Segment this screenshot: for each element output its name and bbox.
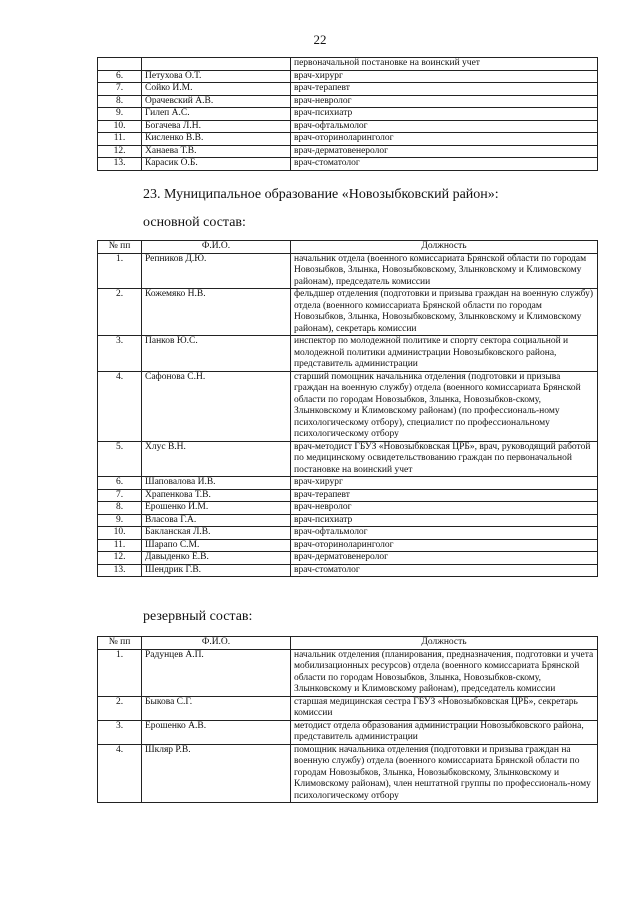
header-number: № пп xyxy=(98,637,142,650)
header-name: Ф.И.О. xyxy=(142,637,291,650)
row-name-empty xyxy=(142,58,291,71)
row-position: инспектор по молодежной политике и спорту сектора социальной и молодежной политики администрации Новозыбковского района, представитель администрации xyxy=(291,336,598,372)
row-name: Гилеп А.С. xyxy=(142,108,291,121)
row-position: врач-психиатр xyxy=(291,108,598,121)
row-number: 10. xyxy=(98,527,142,540)
row-name: Карасик О.Б. xyxy=(142,158,291,171)
row-number: 11. xyxy=(98,133,142,146)
table-row xyxy=(98,539,598,552)
row-position: помощник начальника отделения (подготовки и призыва граждан на военную службу) отдела (военного комиссариата Брянской области по городам Новозыбков, Злынка, Новозыбковскому, Злынковскому и Климовскому районам), член нештатной группы по профессиональ-ному психологическому отбору xyxy=(291,744,598,803)
row-number: 4. xyxy=(98,744,142,803)
header-number: № пп xyxy=(98,241,142,254)
table-row xyxy=(98,720,598,744)
row-position: врач-офтальмолог xyxy=(291,527,598,540)
row-name: Храпенкова Т.В. xyxy=(142,489,291,502)
row-name: Сафонова С.Н. xyxy=(142,371,291,441)
row-position: начальник отдела (военного комиссариата Брянской области по городам Новозыбков, Злынка, Новозыбковскому, Злынковскому и Климовскому районам), председатель комиссии xyxy=(291,253,598,289)
row-number: 9. xyxy=(98,514,142,527)
table-row xyxy=(98,552,598,565)
section-title: 23. Муниципальное образование «Новозыбковский район»: xyxy=(143,187,499,202)
row-position: врач-дерматовенеролог xyxy=(291,552,598,565)
row-position: фельдшер отделения (подготовки и призыва граждан на военную службу) отдела (военного комиссариата Брянской области по городам Новозыбков, Злынка, Новозыбковскому, Злынковскому и Климовскому районам), секретарь комиссии xyxy=(291,289,598,336)
row-number: 13. xyxy=(98,158,142,171)
row-position: врач-дерматовенеролог xyxy=(291,145,598,158)
row-number: 1. xyxy=(98,253,142,289)
row-name: Ерошенко И.М. xyxy=(142,502,291,515)
row-number: 4. xyxy=(98,371,142,441)
row-position: врач-хирург xyxy=(291,70,598,83)
row-name: Петухова О.Т. xyxy=(142,70,291,83)
row-position: врач-терапевт xyxy=(291,83,598,96)
row-position: врач-методист ГБУЗ «Новозыбковская ЦРБ», врач, руководящий работой по медицинскому освидетельствованию граждан по первоначальной постановке на воинский учет xyxy=(291,441,598,477)
row-name: Шарапо С.М. xyxy=(142,539,291,552)
row-position: начальник отделения (планирования, предназначения, подготовки и учета мобилизационных ресурсов) отдела (военного комиссариата Брянской области по городам Новозыбков, Злынка, Новозыбков-скому, Злынковскому и Климовскому районам), председатель комиссии xyxy=(291,649,598,696)
row-number: 12. xyxy=(98,552,142,565)
row-name: Бакланская Л.В. xyxy=(142,527,291,540)
table-row xyxy=(98,564,598,577)
row-number: 8. xyxy=(98,502,142,515)
row-number: 13. xyxy=(98,564,142,577)
row-number: 6. xyxy=(98,70,142,83)
reserve-composition-heading: резервный состав: xyxy=(143,609,253,624)
row-number: 7. xyxy=(98,489,142,502)
row-name: Репников Д.Ю. xyxy=(142,253,291,289)
table-row xyxy=(98,58,598,71)
row-position: врач-оториноларинголог xyxy=(291,133,598,146)
table-row xyxy=(98,70,598,83)
table-row xyxy=(98,336,598,372)
row-number: 12. xyxy=(98,145,142,158)
row-number: 10. xyxy=(98,120,142,133)
table-row xyxy=(98,527,598,540)
reserve-composition-table xyxy=(97,636,598,803)
row-position: врач-хирург xyxy=(291,477,598,490)
row-number: 3. xyxy=(98,336,142,372)
table-row xyxy=(98,502,598,515)
row-number: 1. xyxy=(98,649,142,696)
row-position: врач-психиатр xyxy=(291,514,598,527)
row-position-continued: первоначальной постановке на воинский учет xyxy=(291,58,598,71)
table-header-row xyxy=(98,637,598,650)
row-position: врач-стоматолог xyxy=(291,564,598,577)
table-row xyxy=(98,371,598,441)
row-name: Шаповалова И.В. xyxy=(142,477,291,490)
main-composition-heading: основной состав: xyxy=(143,215,246,230)
row-name: Ерошенко А.В. xyxy=(142,720,291,744)
row-position: врач-офтальмолог xyxy=(291,120,598,133)
row-name: Кожемяко Н.В. xyxy=(142,289,291,336)
row-position: врач-невролог xyxy=(291,502,598,515)
table-row xyxy=(98,145,598,158)
row-name: Давыденко Е.В. xyxy=(142,552,291,565)
table-row xyxy=(98,120,598,133)
table-row xyxy=(98,477,598,490)
table-row xyxy=(98,108,598,121)
row-position: врач-невролог xyxy=(291,95,598,108)
row-number: 2. xyxy=(98,696,142,720)
row-name: Радунцев А.П. xyxy=(142,649,291,696)
row-number: 8. xyxy=(98,95,142,108)
row-position: врач-терапевт xyxy=(291,489,598,502)
row-name: Власова Г.А. xyxy=(142,514,291,527)
row-name: Шкляр Р.В. xyxy=(142,744,291,803)
row-name: Панков Ю.С. xyxy=(142,336,291,372)
row-number: 6. xyxy=(98,477,142,490)
table-row xyxy=(98,95,598,108)
table-row xyxy=(98,514,598,527)
row-name: Шендрик Г.В. xyxy=(142,564,291,577)
table-row xyxy=(98,744,598,803)
header-name: Ф.И.О. xyxy=(142,241,291,254)
table-row xyxy=(98,649,598,696)
table-row xyxy=(98,489,598,502)
table-row xyxy=(98,253,598,289)
row-name: Сойко И.М. xyxy=(142,83,291,96)
table-row xyxy=(98,83,598,96)
row-position: старший помощник начальника отделения (подготовки и призыва граждан на военную службу) отдела (военного комиссариата Брянской области по городам Новозыбков, Злынка, Новозыбков-скому, Злынковскому и Климовскому районам) (по профессиональ-ному психологическому отбору), специалист по профессиональному психологическому отбору xyxy=(291,371,598,441)
header-position: Должность xyxy=(291,241,598,254)
table-row xyxy=(98,289,598,336)
row-number: 5. xyxy=(98,441,142,477)
row-number: 7. xyxy=(98,83,142,96)
table-row xyxy=(98,133,598,146)
table-continued xyxy=(97,57,598,171)
row-number: 11. xyxy=(98,539,142,552)
row-position: врач-оториноларинголог xyxy=(291,539,598,552)
table-row xyxy=(98,158,598,171)
row-position: методист отдела образования администрации Новозыбковского района, представитель администрации xyxy=(291,720,598,744)
row-number: 3. xyxy=(98,720,142,744)
row-name: Богачева Л.Н. xyxy=(142,120,291,133)
row-name: Хлус В.Н. xyxy=(142,441,291,477)
table-row xyxy=(98,696,598,720)
row-number: 2. xyxy=(98,289,142,336)
table-header-row xyxy=(98,241,598,254)
page-number: 22 xyxy=(313,32,327,47)
row-position: врач-стоматолог xyxy=(291,158,598,171)
main-composition-table xyxy=(97,240,598,577)
row-number: 9. xyxy=(98,108,142,121)
header-position: Должность xyxy=(291,637,598,650)
row-name: Быкова С.Г. xyxy=(142,696,291,720)
row-position: старшая медицинская сестра ГБУЗ «Новозыбковская ЦРБ», секретарь комиссии xyxy=(291,696,598,720)
table-row xyxy=(98,441,598,477)
row-name: Ханаева Т.В. xyxy=(142,145,291,158)
row-number-empty xyxy=(98,58,142,71)
row-name: Орачевский А.В. xyxy=(142,95,291,108)
row-name: Кисленко В.В. xyxy=(142,133,291,146)
